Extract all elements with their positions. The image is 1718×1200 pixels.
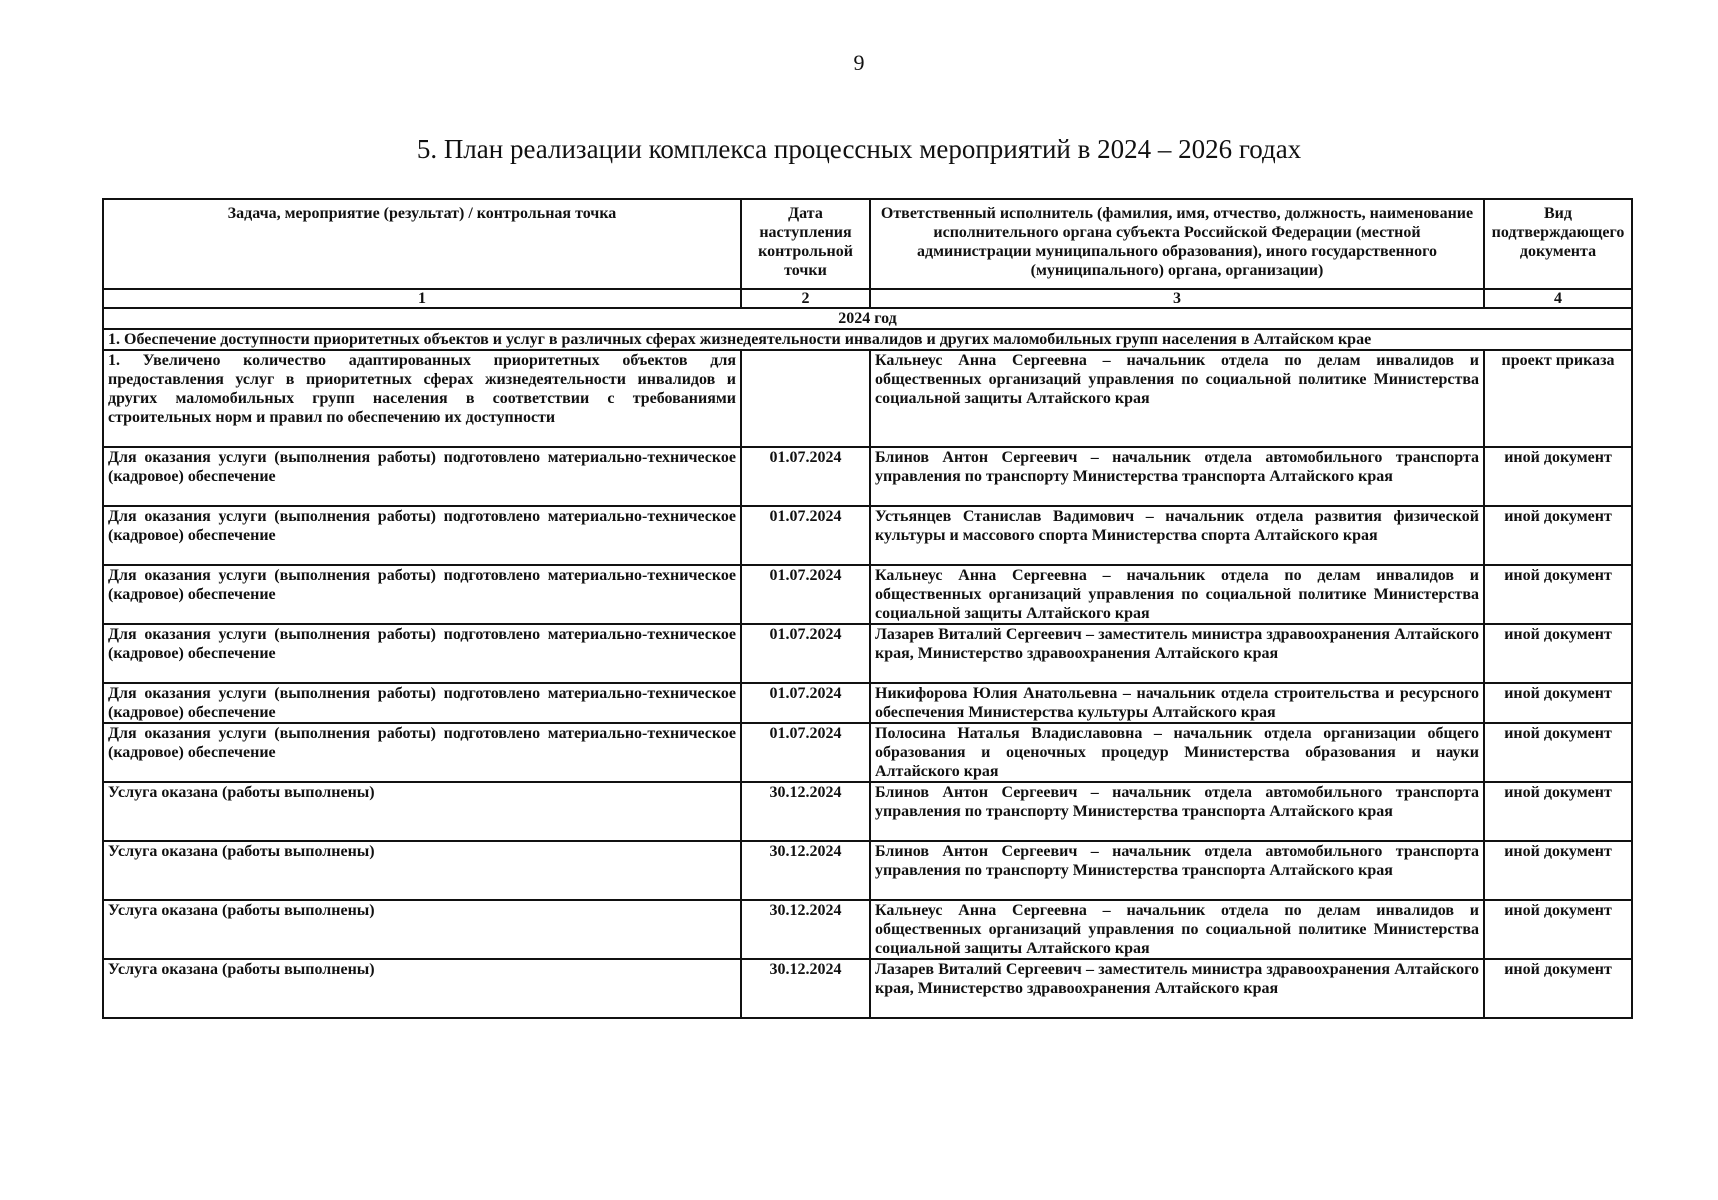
row-responsible: Лазарев Виталий Сергеевич – заместитель министра здравоохранения Алтайского края, Министерство здравоохранения Алтайского края: [870, 624, 1484, 683]
row-item: Для оказания услуги (выполнения работы) подготовлено материально-техническое (кадровое) обеспечение: [103, 624, 741, 683]
table-row: [103, 683, 1632, 723]
header-task: Задача, мероприятие (результат) / контрольная точка: [103, 199, 741, 289]
table-row: [103, 350, 1632, 447]
row-document: иной документ: [1484, 959, 1632, 1018]
row-responsible: Кальнеус Анна Сергеевна – начальник отдела по делам инвалидов и общественных организаций управления по социальной политике Министерства социальной защиты Алтайского края: [870, 565, 1484, 624]
document-title: 5. План реализации комплекса процессных мероприятий в 2024 – 2026 годах: [416, 134, 1302, 164]
table-row: [103, 841, 1632, 900]
row-date: 30.12.2024: [741, 782, 870, 841]
page-number: 9: [853, 50, 865, 75]
row-document: иной документ: [1484, 723, 1632, 782]
row-responsible: Полосина Наталья Владиславовна – начальник отдела организации общего образования и оценочных процедур Министерства образования и науки Алтайского края: [870, 723, 1484, 782]
table-row: [103, 565, 1632, 624]
task-label: 1. Обеспечение доступности приоритетных объектов и услуг в различных сферах жизнедеятельности инвалидов и других маломобильных групп населения в Алтайском крае: [103, 329, 1632, 350]
row-date: [741, 350, 870, 447]
table-row: [103, 447, 1632, 506]
plan-table: [102, 198, 1633, 1019]
row-document: иной документ: [1484, 841, 1632, 900]
column-numbers-row: [103, 289, 1632, 308]
row-document: иной документ: [1484, 782, 1632, 841]
header-responsible: Ответственный исполнитель (фамилия, имя, отчество, должность, наименование исполнительного органа субъекта Российской Федерации (местной администрации муниципального образования), иного государственного (муниципального) органа, организации): [870, 199, 1484, 289]
row-item: Для оказания услуги (выполнения работы) подготовлено материально-техническое (кадровое) обеспечение: [103, 565, 741, 624]
column-number: 1: [103, 289, 741, 308]
row-document: иной документ: [1484, 565, 1632, 624]
year-label: 2024 год: [103, 308, 1632, 329]
table-row: [103, 624, 1632, 683]
row-item: 1. Увеличено количество адаптированных приоритетных объектов для предоставления услуг в приоритетных сферах жизнедеятельности инвалидов и других маломобильных групп населения в соответствии с требованиями строительных норм и правил по обеспечению их доступности: [103, 350, 741, 447]
row-responsible: Блинов Антон Сергеевич – начальник отдела автомобильного транспорта управления по транспорту Министерства транспорта Алтайского края: [870, 447, 1484, 506]
task-row: [103, 329, 1632, 350]
year-row: [103, 308, 1632, 329]
table-row: [103, 900, 1632, 959]
column-number: 4: [1484, 289, 1632, 308]
row-item: Для оказания услуги (выполнения работы) подготовлено материально-техническое (кадровое) обеспечение: [103, 447, 741, 506]
row-responsible: Устьянцев Станислав Вадимович – начальник отдела развития физической культуры и массового спорта Министерства спорта Алтайского края: [870, 506, 1484, 565]
row-item: Услуга оказана (работы выполнены): [103, 841, 741, 900]
row-document: иной документ: [1484, 624, 1632, 683]
row-date: 30.12.2024: [741, 841, 870, 900]
row-document: иной документ: [1484, 900, 1632, 959]
row-item: Услуга оказана (работы выполнены): [103, 959, 741, 1018]
table-row: [103, 723, 1632, 782]
header-document: Вид подтверждающего документа: [1484, 199, 1632, 289]
row-responsible: Никифорова Юлия Анатольевна – начальник отдела строительства и ресурсного обеспечения Министерства культуры Алтайского края: [870, 683, 1484, 723]
row-item: Услуга оказана (работы выполнены): [103, 782, 741, 841]
row-date: 01.07.2024: [741, 723, 870, 782]
row-item: Для оказания услуги (выполнения работы) подготовлено материально-техническое (кадровое) обеспечение: [103, 506, 741, 565]
row-item: Для оказания услуги (выполнения работы) подготовлено материально-техническое (кадровое) обеспечение: [103, 723, 741, 782]
header-date: Дата наступления контрольной точки: [741, 199, 870, 289]
row-item: Для оказания услуги (выполнения работы) подготовлено материально-техническое (кадровое) обеспечение: [103, 683, 741, 723]
row-responsible: Кальнеус Анна Сергеевна – начальник отдела по делам инвалидов и общественных организаций управления по социальной политике Министерства социальной защиты Алтайского края: [870, 900, 1484, 959]
row-document: иной документ: [1484, 506, 1632, 565]
column-number: 2: [741, 289, 870, 308]
row-date: 01.07.2024: [741, 506, 870, 565]
column-number: 3: [870, 289, 1484, 308]
row-document: проект приказа: [1484, 350, 1632, 447]
row-responsible: Блинов Антон Сергеевич – начальник отдела автомобильного транспорта управления по транспорту Министерства транспорта Алтайского края: [870, 841, 1484, 900]
row-date: 01.07.2024: [741, 624, 870, 683]
table-header-row: [103, 199, 1632, 289]
row-responsible: Лазарев Виталий Сергеевич – заместитель министра здравоохранения Алтайского края, Министерство здравоохранения Алтайского края: [870, 959, 1484, 1018]
row-item: Услуга оказана (работы выполнены): [103, 900, 741, 959]
row-date: 30.12.2024: [741, 959, 870, 1018]
row-date: 30.12.2024: [741, 900, 870, 959]
row-date: 01.07.2024: [741, 683, 870, 723]
row-responsible: Блинов Антон Сергеевич – начальник отдела автомобильного транспорта управления по транспорту Министерства транспорта Алтайского края: [870, 782, 1484, 841]
row-date: 01.07.2024: [741, 565, 870, 624]
table-row: [103, 959, 1632, 1018]
row-document: иной документ: [1484, 447, 1632, 506]
row-responsible: Кальнеус Анна Сергеевна – начальник отдела по делам инвалидов и общественных организаций управления по социальной политике Министерства социальной защиты Алтайского края: [870, 350, 1484, 447]
table-row: [103, 782, 1632, 841]
row-document: иной документ: [1484, 683, 1632, 723]
table-row: [103, 506, 1632, 565]
row-date: 01.07.2024: [741, 447, 870, 506]
